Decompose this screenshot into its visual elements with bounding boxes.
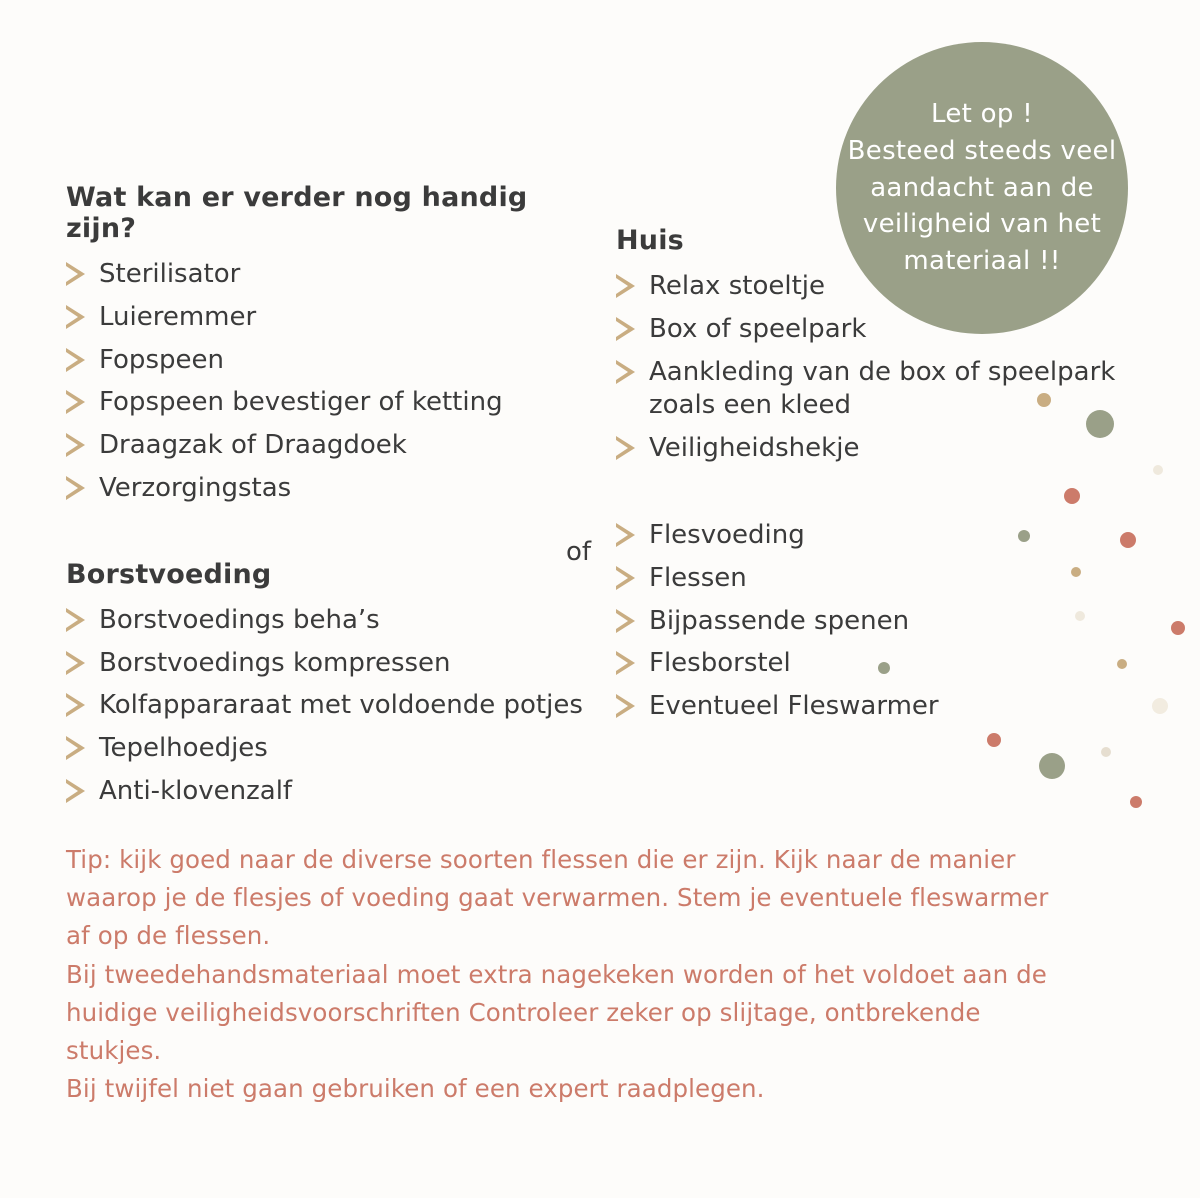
triangle-bullet-icon bbox=[66, 651, 85, 675]
list-item-label-continuation: zoals een kleed bbox=[649, 390, 852, 421]
triangle-bullet-icon bbox=[66, 779, 85, 803]
list-item-label: Flesborstel bbox=[649, 648, 791, 679]
confetti-dot bbox=[1171, 621, 1185, 635]
list-item[interactable] bbox=[66, 429, 606, 463]
confetti-dot bbox=[1101, 747, 1111, 757]
triangle-bullet-icon bbox=[616, 566, 635, 590]
list-item[interactable] bbox=[66, 472, 606, 506]
list-item[interactable] bbox=[616, 313, 1136, 347]
left-section2-list bbox=[66, 604, 606, 809]
confetti-dot bbox=[1130, 796, 1142, 808]
triangle-bullet-icon bbox=[616, 436, 635, 460]
confetti-dot bbox=[1117, 659, 1127, 669]
left-section2-heading: Borstvoeding bbox=[66, 558, 272, 590]
right-section1-heading: Huis bbox=[616, 225, 684, 256]
list-item[interactable] bbox=[616, 356, 1136, 424]
list-item[interactable] bbox=[616, 432, 1136, 466]
list-item-label: Borstvoedings beha’s bbox=[99, 604, 380, 635]
triangle-bullet-icon bbox=[616, 651, 635, 675]
section-spacer bbox=[616, 475, 1136, 519]
triangle-bullet-icon bbox=[66, 736, 85, 760]
tip-paragraph-3: Bij twijfel niet gaan gebruiken of een expert raadplegen. bbox=[66, 1074, 765, 1104]
triangle-bullet-icon bbox=[66, 390, 85, 414]
list-item[interactable] bbox=[616, 690, 1136, 724]
list-item-label: Flessen bbox=[649, 562, 747, 593]
list-item[interactable] bbox=[66, 386, 606, 420]
list-item-label: Luieremmer bbox=[99, 301, 257, 332]
triangle-bullet-icon bbox=[616, 694, 635, 718]
list-item[interactable] bbox=[616, 562, 1136, 596]
list-item[interactable] bbox=[66, 732, 606, 766]
triangle-bullet-icon bbox=[66, 693, 85, 717]
confetti-dot bbox=[1120, 532, 1136, 548]
confetti-dot bbox=[1039, 753, 1065, 779]
triangle-bullet-icon bbox=[66, 305, 85, 329]
confetti-dot bbox=[1153, 465, 1163, 475]
list-item-label: Verzorgingstas bbox=[99, 472, 292, 503]
list-item-label: Sterilisator bbox=[99, 259, 241, 289]
triangle-bullet-icon bbox=[66, 433, 85, 457]
list-item-label: Anti-klovenzalf bbox=[99, 775, 293, 806]
list-item[interactable] bbox=[616, 647, 1136, 681]
triangle-bullet-icon bbox=[616, 609, 635, 633]
list-item-label: Fopspeen bbox=[99, 344, 224, 375]
confetti-dot bbox=[878, 662, 890, 674]
list-item[interactable] bbox=[66, 604, 606, 638]
list-item[interactable] bbox=[66, 344, 606, 378]
note-line-2: Besteed steeds veel bbox=[847, 135, 1117, 166]
list-item[interactable] bbox=[616, 605, 1136, 639]
note-line-1: Let op ! bbox=[931, 98, 1033, 129]
list-item-label: Eventueel Fleswarmer bbox=[649, 691, 939, 722]
list-item-label: Veiligheidshekje bbox=[649, 433, 860, 464]
right-section2-list bbox=[616, 519, 1136, 724]
list-item-label: Fopspeen bevestiger of ketting bbox=[99, 387, 503, 418]
list-item-label: Kolfappararaat met voldoende potjes bbox=[99, 690, 583, 721]
list-item[interactable] bbox=[616, 519, 1136, 553]
note-line-5: materiaal !! bbox=[903, 246, 1061, 277]
list-item-label: Tepelhoedjes bbox=[99, 733, 268, 764]
tip-paragraph-1: Tip: kijk goed naar de diverse soorten flessen die er zijn. Kijk naar de manier waarop je de flesjes of voeding gaat verwarmen. Stem je eventuele fleswarmer af op de flessen. bbox=[66, 845, 1049, 951]
triangle-bullet-icon bbox=[66, 348, 85, 372]
list-item-label: Draagzak of Draagdoek bbox=[99, 430, 407, 461]
list-item[interactable] bbox=[66, 775, 606, 809]
confetti-dot bbox=[1064, 488, 1080, 504]
right-section1-list bbox=[616, 270, 1136, 466]
list-item-label: Box of speelpark bbox=[649, 313, 867, 344]
list-item-label: Aankleding van de box of speelpark bbox=[649, 356, 1116, 387]
triangle-bullet-icon bbox=[616, 523, 635, 547]
connector-of: of bbox=[566, 537, 592, 567]
note-line-4: veiligheid van het bbox=[862, 209, 1102, 240]
triangle-bullet-icon bbox=[66, 262, 85, 286]
list-item[interactable] bbox=[66, 258, 606, 292]
confetti-dot bbox=[1037, 393, 1051, 407]
section-spacer bbox=[66, 515, 606, 559]
list-item[interactable] bbox=[66, 647, 606, 681]
confetti-dot bbox=[1018, 530, 1030, 542]
confetti-dot bbox=[1152, 698, 1168, 714]
confetti-dot bbox=[987, 733, 1001, 747]
right-column bbox=[616, 225, 1136, 733]
confetti-dot bbox=[1075, 611, 1085, 621]
left-column bbox=[66, 182, 606, 818]
list-item[interactable] bbox=[616, 270, 1136, 304]
left-section1-list bbox=[66, 258, 606, 506]
tip-block bbox=[66, 841, 1076, 1109]
list-item-label-group bbox=[649, 356, 1115, 424]
triangle-bullet-icon bbox=[616, 360, 635, 384]
list-item-label: Flesvoeding bbox=[649, 519, 805, 550]
list-item[interactable] bbox=[66, 301, 606, 335]
left-section1-heading: Wat kan er verder nog handig zijn? bbox=[66, 182, 528, 244]
list-item-label: Bijpassende spenen bbox=[649, 605, 910, 636]
list-item-label: Borstvoedings kompressen bbox=[99, 647, 451, 678]
confetti-dot bbox=[1071, 567, 1081, 577]
triangle-bullet-icon bbox=[616, 317, 635, 341]
triangle-bullet-icon bbox=[66, 476, 85, 500]
triangle-bullet-icon bbox=[66, 608, 85, 632]
triangle-bullet-icon bbox=[616, 274, 635, 298]
list-item-label: Relax stoeltje bbox=[649, 271, 825, 301]
confetti-dot bbox=[1086, 410, 1114, 438]
tip-paragraph-2: Bij tweedehandsmateriaal moet extra nagekeken worden of het voldoet aan de huidige veiligheidsvoorschriften Controleer zeker op slijtage, ontbrekende stukjes. bbox=[66, 959, 1047, 1066]
note-line-3: aandacht aan de bbox=[870, 172, 1094, 203]
list-item[interactable] bbox=[66, 689, 606, 723]
